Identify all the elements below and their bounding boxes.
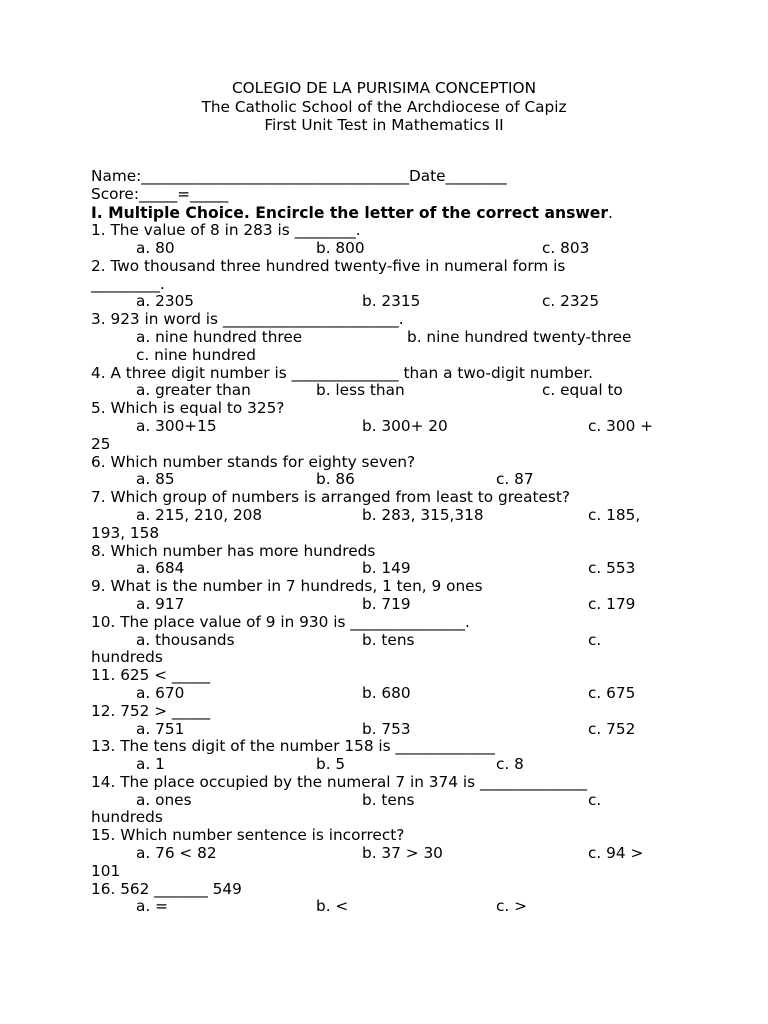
choice-a: a. 2305 <box>136 292 195 311</box>
name-date-line: Name:___________________________________Date________ <box>91 167 507 185</box>
question-stem: 1. The value of 8 in 283 is ________. <box>91 221 361 240</box>
choice-c-continued: 193, 158 <box>91 523 160 542</box>
choice-a: a. 670 <box>136 683 185 702</box>
choices-row <box>91 329 681 347</box>
choices-row <box>91 596 681 614</box>
choice-c: c. 2325 <box>542 292 600 311</box>
choices-row <box>91 240 681 258</box>
choice-a: a. 76 < 82 <box>136 844 217 863</box>
question-stem: 8. Which number has more hundreds <box>91 541 376 560</box>
choice-a: a. = <box>136 897 168 916</box>
question-stem: 11. 625 < _____ <box>91 666 211 685</box>
question-stem: 3. 923 in word is _______________________. <box>91 310 404 329</box>
choice-a: a. 917 <box>136 594 185 613</box>
choice-b: b. 753 <box>362 719 411 738</box>
choices-row <box>91 721 681 739</box>
choice-b: b. less than <box>316 381 405 400</box>
section-heading-period: . <box>608 203 613 222</box>
choice-b: b. 300+ 20 <box>362 416 448 435</box>
choices-row <box>91 632 681 650</box>
choice-c: c. <box>588 630 602 649</box>
choice-c: c. 8 <box>496 755 524 774</box>
choice-b: b. 86 <box>316 470 355 489</box>
choice-c: c. 553 <box>588 559 636 578</box>
choice-b: b. tens <box>362 790 415 809</box>
test-title: First Unit Test in Mathematics II <box>264 116 504 134</box>
choices-row <box>91 293 681 311</box>
choices-row <box>91 418 681 436</box>
choice-c: c. > <box>496 897 527 916</box>
choice-c-continued: hundreds <box>91 648 163 667</box>
choice-a: a. 1 <box>136 755 165 774</box>
choices-row <box>91 756 681 774</box>
choices-row <box>91 560 681 578</box>
question-stem: 15. Which number sentence is incorrect? <box>91 826 405 845</box>
choice-a: a. 300+15 <box>136 416 217 435</box>
choice-b: b. 283, 315,318 <box>362 505 484 524</box>
choice-b: b. nine hundred twenty-three <box>407 327 632 346</box>
choice-c: c. 675 <box>588 683 636 702</box>
choice-b: b. tens <box>362 630 415 649</box>
choice-c: c. 87 <box>496 470 534 489</box>
choices-row <box>91 382 681 400</box>
choice-a: a. 215, 210, 208 <box>136 505 263 524</box>
school-name: COLEGIO DE LA PURISIMA CONCEPTION <box>231 79 537 97</box>
choices-row <box>91 507 681 525</box>
question-stem: 16. 562 _______ 549 <box>91 879 242 898</box>
question-stem: 5. Which is equal to 325? <box>91 399 285 418</box>
question-stem: 2. Two thousand three hundred twenty-five in numeral form is <box>91 256 566 275</box>
choice-c: c. nine hundred <box>136 345 256 364</box>
choice-c-continued: 25 <box>91 434 111 453</box>
choices-row <box>91 898 681 916</box>
choice-a: a. thousands <box>136 630 235 649</box>
section-heading <box>91 204 681 223</box>
question-stem: 12. 752 > _____ <box>91 701 211 720</box>
choice-b: b. 5 <box>316 755 346 774</box>
choice-c: c. 752 <box>588 719 636 738</box>
choice-a: a. 85 <box>136 470 175 489</box>
choices-row <box>91 845 681 863</box>
question-stem: 4. A three digit number is ______________ than a two-digit number. <box>91 363 593 382</box>
school-subtitle: The Catholic School of the Archdiocese of Capiz <box>201 97 567 116</box>
choice-c: c. 179 <box>588 594 636 613</box>
choice-c-continued: hundreds <box>91 808 163 827</box>
test-body <box>91 168 681 916</box>
choices-row <box>91 685 681 703</box>
score-line: Score:_____=_____ <box>91 184 229 203</box>
choice-a: a. 751 <box>136 719 185 738</box>
choice-b: b. 2315 <box>362 292 421 311</box>
choice-c: c. <box>588 790 602 809</box>
choice-a: a. greater than <box>136 381 251 400</box>
choice-b: b. < <box>316 897 349 916</box>
choice-a: a. ones <box>136 790 192 809</box>
choice-a: a. 80 <box>136 238 175 257</box>
choices-row <box>91 471 681 489</box>
question-stem: 7. Which group of numbers is arranged from least to greatest? <box>91 488 570 507</box>
choice-c: c. 803 <box>542 238 590 257</box>
choice-c-continued: 101 <box>91 861 121 880</box>
document-header <box>0 79 768 135</box>
choice-b: b. 719 <box>362 594 411 613</box>
question-stem: 10. The place value of 9 in 930 is _______________. <box>91 612 470 631</box>
choice-c: c. equal to <box>542 381 623 400</box>
question-stem: 13. The tens digit of the number 158 is _____________ <box>91 737 495 756</box>
choice-b: b. 37 > 30 <box>362 844 443 863</box>
choice-a: a. 684 <box>136 559 185 578</box>
section-heading-text: I. Multiple Choice. Encircle the letter of the correct answer <box>91 203 609 222</box>
question-stem: 6. Which number stands for eighty seven? <box>91 452 416 471</box>
choice-a: a. nine hundred three <box>136 327 303 346</box>
question-stem: 14. The place occupied by the numeral 7 in 374 is ______________ <box>91 772 588 791</box>
choice-c: c. 185, <box>588 505 641 524</box>
question-stem-continued: _________. <box>91 274 165 293</box>
choice-b: b. 149 <box>362 559 411 578</box>
choice-c: c. 94 > <box>588 844 644 863</box>
choices-row <box>91 792 681 810</box>
choice-b: b. 680 <box>362 683 411 702</box>
choices-row <box>91 347 681 365</box>
choice-b: b. 800 <box>316 238 365 257</box>
question-stem: 9. What is the number in 7 hundreds, 1 ten, 9 ones <box>91 577 483 596</box>
choice-c: c. 300 + <box>588 416 654 435</box>
